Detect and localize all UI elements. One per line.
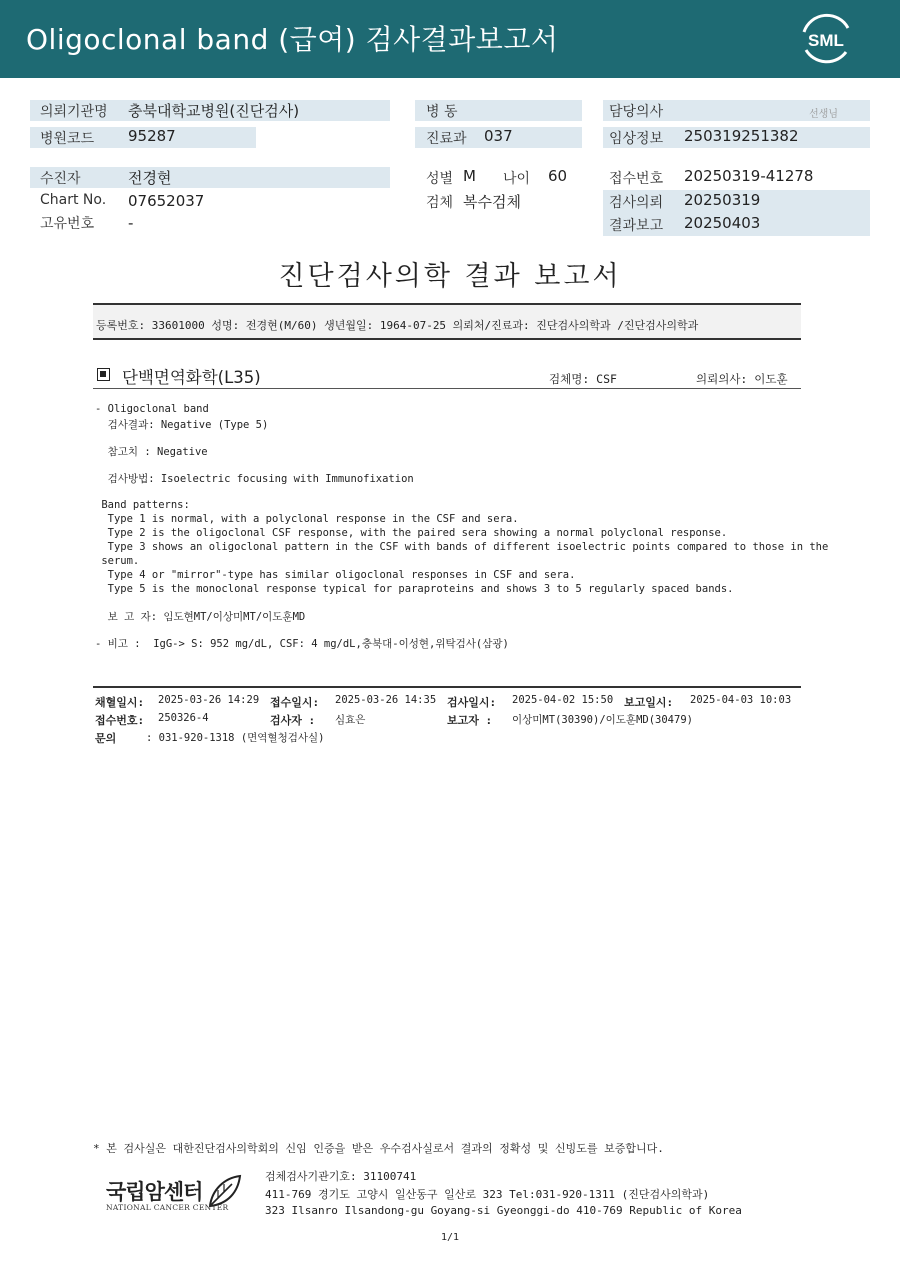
result-line: 검사결과: Negative (Type 5) [95,419,269,431]
result-line [95,623,828,636]
contact-value: : 031-920-1318 (면역혈청검사실) [146,732,325,744]
address-ko: 411-769 경기도 고양시 일산동구 일산로 323 Tel:031-920-1311 (진단검사의학과) [265,1188,710,1201]
clinical-label: 임상정보 [609,131,664,147]
sex-label: 성별 [426,171,454,187]
patient-field [30,167,390,188]
result-line: 참고치 : Negative [95,446,208,458]
dept-label: 진료과 [426,131,467,147]
receive-value: 2025-03-26 14:35 [335,694,437,706]
clinical-value: 250319251382 [684,127,799,145]
result-line [95,431,828,444]
result-label: 결과보고 [609,218,664,234]
doctor-suffix: 선생님 [809,109,838,120]
receipt-no-value: 250326-4 [158,712,209,724]
section-title: 단백면역화학(L35) [122,368,261,387]
result-body [95,403,828,650]
result-line: Type 3 shows an oligoclonal pattern in the CSF with bands of different isoelectric points compared to those in the [95,541,829,553]
result-line: Type 1 is normal, with a polyclonal response in the CSF and sera. [95,513,519,525]
collect-value: 2025-03-26 14:29 [158,694,260,706]
patient-line-bottom-rule [93,338,801,340]
chart-label: Chart No. [40,192,107,208]
report-time-label: 보고일시: [624,696,674,709]
age-value: 60 [548,167,568,185]
tester-value: 심효은 [335,714,366,726]
result-line: Type 4 or "mirror"-type has similar oligoclonal responses in CSF and sera. [95,569,576,581]
result-line: Type 5 is the monoclonal response typical for paraproteins and shows 3 to 5 regularly spaced bands. [95,583,734,595]
reporter-value: 이상미MT(30390)/이도훈MD(30479) [512,714,693,726]
specimen-name: 검체명: CSF [549,372,617,386]
result-line: 보 고 자: 임도현MT/이상미MT/이도훈MD [95,611,306,623]
report-time-value: 2025-04-03 10:03 [690,694,792,706]
tester-label: 검사자 : [270,714,316,727]
document-title: Oligoclonal band (급여) 검사결과보고서 [26,23,559,56]
square-bullet-icon [97,368,110,381]
result-line: Band patterns: [95,499,190,511]
result-line: Type 2 is the oligoclonal CSF response, with the paired sera showing a normal polyclonal response. [95,527,728,539]
specimen-value: 복수검체 [463,193,521,211]
req-inst-label: 의뢰기관명 [40,104,108,120]
receipt-value: 20250319-41278 [684,167,814,185]
receipt-no-label: 접수번호: [95,714,145,727]
inst-code: 검체검사기관기호: 31100741 [265,1170,417,1183]
uid-value: - [128,214,134,232]
result-value: 20250403 [684,214,761,232]
hosp-code-label: 병원코드 [40,131,95,147]
report-title: 진단검사의학 결과 보고서 [278,261,622,292]
receipt-label: 접수번호 [609,171,664,187]
section-rule [93,388,801,389]
sex-value: M [463,167,476,185]
certification-notice: * 본 검사실은 대한진단검사의학회의 신임 인증을 받은 우수검사실로서 결과의 정확성 및 신빙도를 보증합니다. [93,1142,664,1155]
dept-value: 037 [484,127,513,145]
req-inst-value: 충북대학교병원(진단검사) [128,102,300,120]
center-name: 국립암센터 [106,1180,203,1204]
test-value: 2025-04-02 15:50 [512,694,614,706]
patient-value: 전경현 [128,169,172,187]
specimen-label: 검체 [426,195,454,211]
footer-rule [93,686,801,688]
patient-label: 수진자 [40,171,81,187]
result-line: - 비고 : IgG-> S: 952 mg/dL, CSF: 4 mg/dL,충북대-이성현,위탁검사(삼광) [95,638,509,650]
requesting-doctor: 의뢰의사: 이도훈 [696,372,788,386]
contact-label: 문의 [95,732,117,745]
result-line [95,458,828,471]
ward-label: 병 동 [426,104,458,120]
collect-label: 채혈일시: [95,696,145,709]
age-label: 나이 [503,171,531,187]
receive-label: 접수일시: [270,696,320,709]
center-name-en: NATIONAL CANCER CENTER [106,1203,229,1212]
patient-line: 등록번호: 33601000 성명: 전경현(M/60) 생년월일: 1964-07-25 의뢰처/진료과: 진단검사의학과 /진단검사의학과 [96,319,699,332]
result-line [95,485,828,499]
sml-logo [798,12,854,66]
doctor-label: 담당의사 [609,104,664,120]
address-en: 323 Ilsanro Ilsandong-gu Goyang-si Gyeonggi-do 410-769 Republic of Korea [265,1204,742,1217]
result-line [95,597,828,609]
hosp-code-value: 95287 [128,127,176,145]
uid-label: 고유번호 [40,216,95,232]
request-value: 20250319 [684,191,761,209]
result-line: serum. [95,555,140,567]
request-label: 검사의뢰 [609,195,664,211]
page-number: 1/1 [440,1232,460,1243]
result-line: 검사방법: Isoelectric focusing with Immunofixation [95,473,414,485]
test-label: 검사일시: [447,696,497,709]
result-line: - Oligoclonal band [95,403,209,415]
chart-value: 07652037 [128,192,205,210]
reporter-label: 보고자 : [447,714,493,727]
svg-text:SML: SML [808,31,844,50]
